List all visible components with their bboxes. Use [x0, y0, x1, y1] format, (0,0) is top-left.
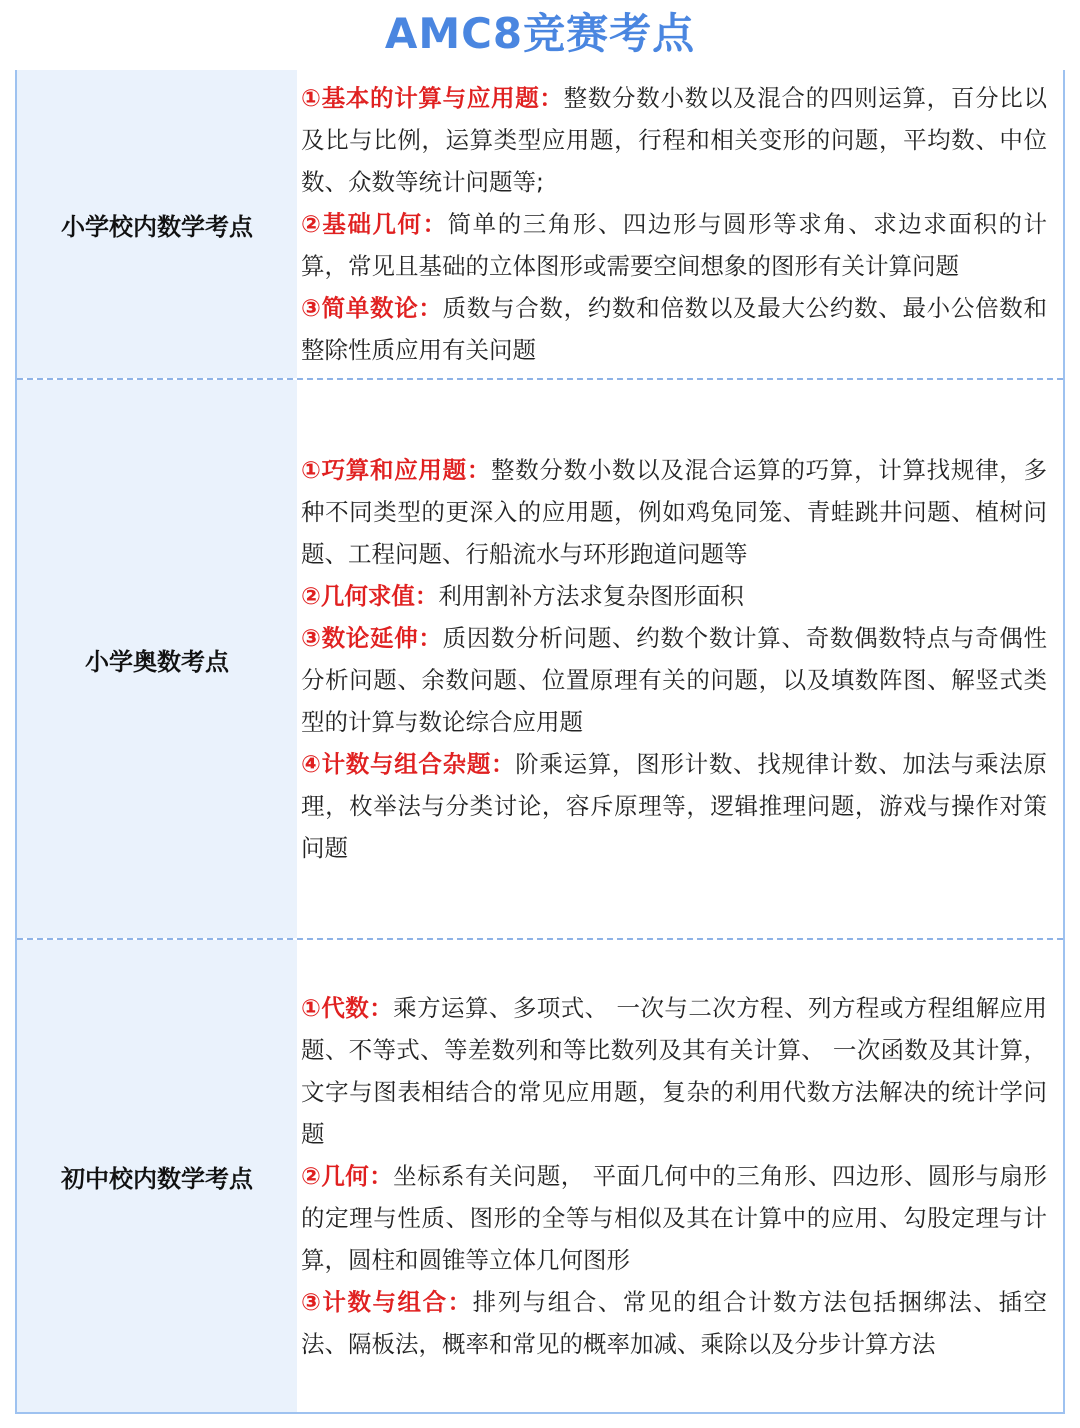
table-row — [17, 380, 1063, 940]
topic-description: 质数与合数，约数和倍数以及最大公约数、最小公倍数和整除性质应用有关问题 — [301, 294, 1047, 364]
exam-topics-table — [15, 70, 1065, 1414]
page-title: AMC8竞赛考点 — [384, 9, 696, 58]
table-row — [17, 940, 1063, 1412]
topic-description: 利用割补方法求复杂图形面积 — [438, 582, 744, 610]
row-label: 小学奥数考点 — [85, 647, 229, 676]
topic-item — [301, 1155, 1047, 1281]
topic-item — [301, 575, 1047, 617]
topic-item — [301, 617, 1047, 743]
topic-item — [301, 1281, 1047, 1365]
row-content-cell — [297, 380, 1063, 938]
topic-heading: ①巧算和应用题： — [301, 456, 492, 484]
row-label-cell — [17, 380, 297, 938]
topic-heading: ②基础几何： — [301, 210, 448, 238]
row-label-cell — [17, 70, 297, 378]
table-row — [17, 70, 1063, 380]
row-content-cell — [297, 940, 1063, 1412]
topic-description: 坐标系有关问题， 平面几何中的三角形、四边形、圆形与扇形的定理与性质、图形的全等与相似及其在计算中的应用、勾股定理与计算，圆柱和圆锥等立体几何图形 — [301, 1162, 1047, 1274]
topic-item — [301, 987, 1047, 1155]
topic-heading: ②几何： — [301, 1162, 394, 1190]
topic-description: 整数分数小数以及混合的四则运算，百分比以及比与比例，运算类型应用题，行程和相关变形的问题，平均数、中位数、众数等统计问题等; — [301, 84, 1047, 196]
topic-heading: ①基本的计算与应用题： — [301, 84, 564, 112]
topic-item — [301, 449, 1047, 575]
row-content-cell — [297, 70, 1063, 378]
topic-heading: ②几何求值： — [301, 582, 439, 610]
row-label-cell — [17, 940, 297, 1412]
topic-item — [301, 77, 1047, 203]
row-label: 初中校内数学考点 — [61, 1164, 253, 1193]
topic-heading: ③计数与组合： — [301, 1288, 473, 1316]
topic-description: 质因数分析问题、约数个数计算、奇数偶数特点与奇偶性分析问题、余数问题、位置原理有关的问题，以及填数阵图、解竖式类型的计算与数论综合应用题 — [301, 624, 1047, 736]
topic-heading: ①代数： — [301, 994, 394, 1022]
topic-description: 阶乘运算，图形计数、找规律计数、加法与乘法原理，枚举法与分类讨论，容斥原理等，逻辑推理问题，游戏与操作对策问题 — [301, 750, 1047, 862]
topic-item — [301, 287, 1047, 371]
topic-description: 乘方运算、多项式、 一次与二次方程、列方程或方程组解应用题、不等式、等差数列和等比数列及其有关计算、 一次函数及其计算，文字与图表相结合的常见应用题，复杂的利用代数方法解决的统计学问题 — [301, 994, 1047, 1148]
topic-description: 整数分数小数以及混合运算的巧算，计算找规律，多种不同类型的更深入的应用题，例如鸡兔同笼、青蛙跳井问题、植树问题、工程问题、行船流水与环形跑道问题等 — [301, 456, 1047, 568]
topic-item — [301, 203, 1047, 287]
topic-heading: ④计数与组合杂题： — [301, 750, 516, 778]
topic-description: 排列与组合、常见的组合计数方法包括捆绑法、插空法、隔板法，概率和常见的概率加减、乘除以及分步计算方法 — [301, 1288, 1048, 1358]
topic-heading: ③简单数论： — [301, 294, 443, 322]
row-label: 小学校内数学考点 — [61, 212, 253, 241]
topic-item — [301, 743, 1047, 869]
topic-heading: ③数论延伸： — [301, 624, 443, 652]
topic-description: 简单的三角形、四边形与圆形等求角、求边求面积的计算，常见且基础的立体图形或需要空间想象的图形有关计算问题 — [301, 210, 1047, 280]
